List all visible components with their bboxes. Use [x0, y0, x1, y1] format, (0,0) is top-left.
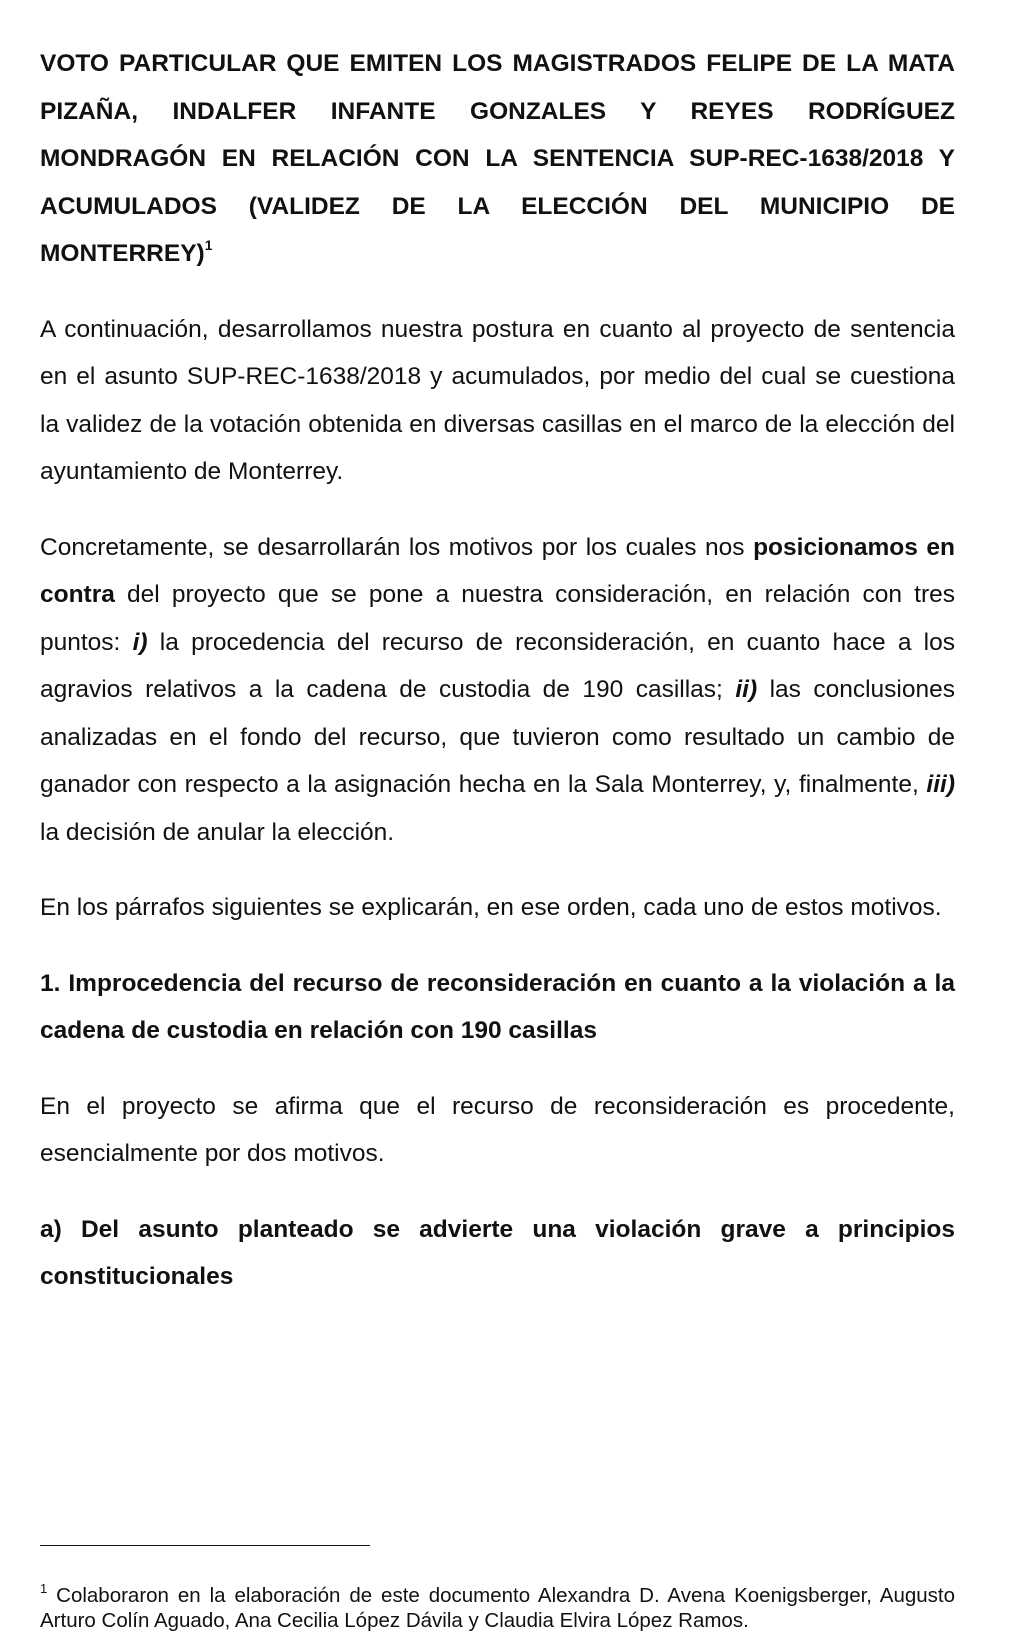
footnote-marker: 1: [40, 1580, 48, 1596]
footnote-text: Colaboraron en la elaboración de este documento Alexandra D. Avena Koenigsberger, Augusto Arturo Colín Aguado, Ana Cecilia López Dávila y Claudia Elvira López Ramos.: [40, 1583, 955, 1632]
paragraph-motives: [40, 524, 955, 857]
footnote-separator: [40, 1545, 370, 1546]
paragraph-order: En los párrafos siguientes se explicarán, en ese orden, cada uno de estos motivos.: [40, 894, 942, 921]
paragraph-motives-part: la decisión de anular la elección.: [40, 818, 395, 846]
paragraph-procedence: En el proyecto se afirma que el recurso de reconsideración es procedente, esencialmente por dos motivos.: [40, 1092, 955, 1167]
point-marker-i: i): [132, 628, 148, 656]
paragraph-motives-part: la procedencia del recurso de reconsideración, en cuanto hace a los agravios relativos a la cadena de custodia de 190 casillas;: [40, 628, 955, 703]
subsection-a-title: a) Del asunto planteado se advierte una violación grave a principios constitucionales: [40, 1215, 955, 1290]
document-page: [40, 40, 955, 1329]
paragraph-intro: A continuación, desarrollamos nuestra postura en cuanto al proyecto de sentencia en el asunto SUP-REC-1638/2018 y acumulados, por medio del cual se cuestiona la validez de la votación obtenida en diversas casillas en el marco de la elección del ayuntamiento de Monterrey.: [40, 315, 955, 485]
point-marker-ii: ii): [735, 676, 758, 703]
document-title-text: VOTO PARTICULAR QUE EMITEN LOS MAGISTRADOS FELIPE DE LA MATA PIZAÑA, INDALFER INFANTE GONZALES Y REYES RODRÍGUEZ MONDRAGÓN EN RELACIÓN CON LA SENTENCIA SUP-REC-1638/2018 Y ACUMULADOS (VALIDEZ DE LA ELECCIÓN DEL MUNICIPIO DE MONTERREY): [40, 50, 955, 267]
emphasis-against: posicionamos en contra: [40, 533, 955, 608]
paragraph-motives-part: las conclusiones analizadas en el fondo del recurso, que tuvieron como resultado un cambio de ganador con respecto a la asignación hecha en la Sala Monterrey, y, finalmente,: [40, 676, 955, 798]
paragraph-motives-part: del proyecto que se pone a nuestra consideración, en relación con tres puntos:: [40, 581, 955, 656]
document-title: [40, 40, 955, 278]
point-marker-iii: iii): [926, 771, 955, 798]
footnote-reference[interactable]: 1: [204, 236, 213, 253]
paragraph-motives-part: Concretamente, se desarrollarán los motivos por los cuales nos: [40, 533, 754, 561]
section-1-title: 1. Improcedencia del recurso de reconsideración en cuanto a la violación a la cadena de custodia en relación con 190 casillas: [40, 969, 955, 1044]
footnote: [40, 1580, 955, 1634]
